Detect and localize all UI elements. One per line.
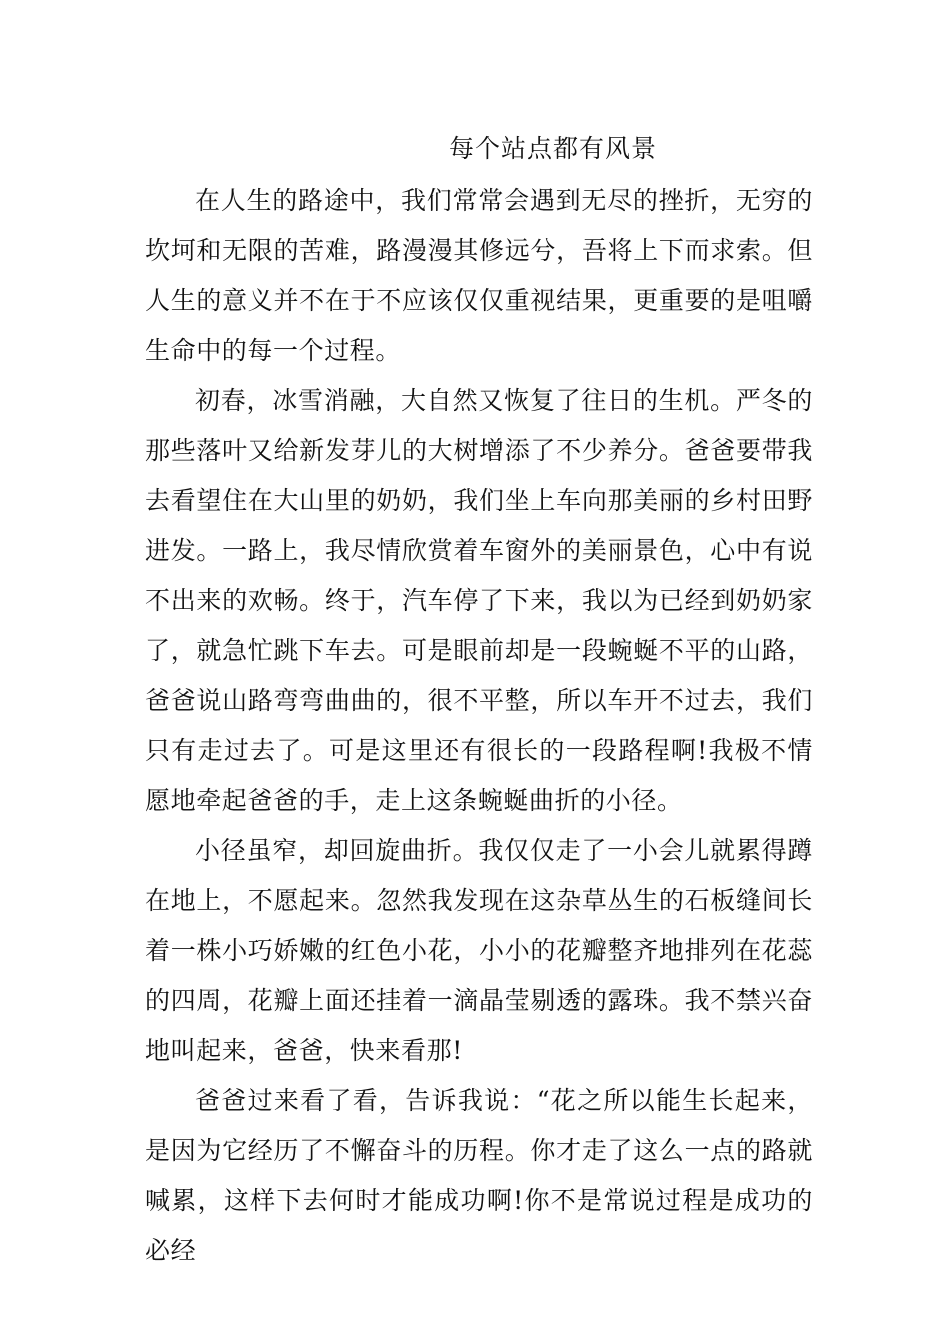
paragraph-1: 在人生的路途中，我们常常会遇到无尽的挫折，无穷的坎坷和无限的苦难，路漫漫其修远兮，吾将上下而求索。但人生的意义并不在于不应该仅仅重视结果，更重要的是咀嚼生命中的每一个过程。 [145, 186, 813, 365]
paragraph-2: 初春，冰雪消融，大自然又恢复了往日的生机。严冬的那些落叶又给新发芽儿的大树增添了不少养分。爸爸要带我去看望住在大山里的奶奶，我们坐上车向那美丽的乡村田野进发。一路上，我尽情欣赏着车窗外的美丽景色，心中有说不出来的欢畅。终于，汽车停了下来，我以为已经到奶奶家了，就急忙跳下车去。可是眼前却是一段蜿蜒不平的山路，爸爸说山路弯弯曲曲的，很不平整，所以车开不过去，我们只有走过去了。可是这里还有很长的一段路程啊!我极不情愿地牵起爸爸的手，走上这条蜿蜒曲折的小径。 [145, 386, 813, 815]
paragraph-4: 爸爸过来看了看，告诉我说：“花之所以能生长起来，是因为它经历了不懈奋斗的历程。你才走了这么一点的路就喊累，这样下去何时才能成功啊!你不是常说过程是成功的必经 [145, 1086, 813, 1265]
paragraph-3: 小径虽窄，却回旋曲折。我仅仅走了一小会儿就累得蹲在地上，不愿起来。忽然我发现在这杂草丛生的石板缝间长着一株小巧娇嫩的红色小花，小小的花瓣整齐地排列在花蕊的四周，花瓣上面还挂着一滴晶莹剔透的露珠。我不禁兴奋地叫起来，爸爸，快来看那! [145, 836, 813, 1065]
document-body [145, 176, 813, 1276]
document-title: 每个站点都有风景 [448, 134, 657, 163]
